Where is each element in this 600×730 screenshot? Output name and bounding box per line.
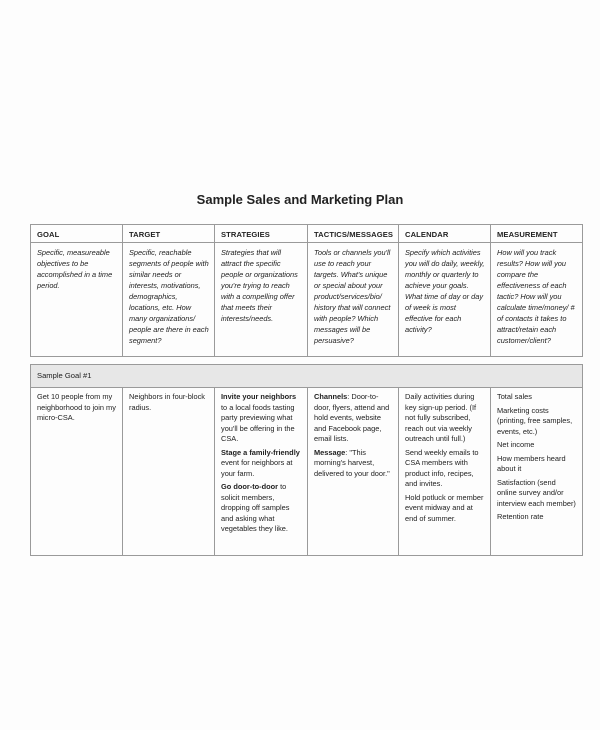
header-calendar: CALENDAR: [399, 225, 491, 243]
desc-tactics: Tools or channels you'll use to reach your targets. What's unique or special about your product/services/bio/ history that will connect with people? Which messages will be persuasive?: [308, 243, 399, 357]
desc-target: Specific, reachable segments of people with similar needs or interests, motivations, demographics, locations, etc. How many organizations/ people are there in each segment?: [123, 243, 215, 357]
strategies-cell: [215, 388, 308, 556]
strategy-item: Invite your neighbors to a local foods tasting party previewing what you'll be offering in the CSA.: [221, 392, 297, 443]
overview-table: [30, 224, 583, 357]
header-target: TARGET: [123, 225, 215, 243]
measurement-cell: [491, 388, 583, 556]
header-strategies: STRATEGIES: [215, 225, 308, 243]
tactic-item: Message: "This morning's harvest, delivered to your door.": [314, 447, 390, 478]
measurement-item: Marketing costs (printing, free samples, events, etc.): [497, 405, 573, 436]
header-tactics: TACTICS/MESSAGES: [308, 225, 399, 243]
tactic-item: Channels: Door-to-door, flyers, attend and hold events, website and Facebook page, email lists.: [314, 392, 390, 443]
measurement-item: Satisfaction (send online survey and/or interview each member): [497, 477, 576, 508]
description-row: [31, 243, 583, 357]
header-row: [31, 225, 583, 243]
calendar-item: Send weekly emails to CSA members with product info, recipes, and invites.: [405, 447, 479, 488]
strategy-item: Stage a family-friendly event for neighbors at your farm.: [221, 447, 300, 478]
desc-goal: Specific, measureable objectives to be accomplished in a time period.: [31, 243, 123, 357]
tactics-cell: [308, 388, 399, 556]
desc-measurement: How will you track results? How will you compare the effectiveness of each tactic? How will you calculate time/money/ # of contacts it takes to attract/retain each customer/client?: [491, 243, 583, 357]
strategy-item: Go door-to-door to solicit members, dropping off samples and asking what vegetables they like.: [221, 482, 290, 533]
calendar-item: Daily activities during key sign-up period. (If not fully subscribed, reach out via weekly outreach until full.): [405, 392, 477, 443]
header-goal: GOAL: [31, 225, 123, 243]
measurement-item: Net income: [497, 440, 535, 449]
desc-calendar: Specify which activities you will do daily, weekly, monthly or quarterly to achieve your goals. What time of day or day of week is most effective for each activity?: [399, 243, 491, 357]
calendar-item: Hold potluck or member event midway and at end of summer.: [405, 492, 484, 523]
goal-label: Sample Goal #1: [31, 365, 583, 388]
desc-strategies: Strategies that will attract the specific people or organizations you're trying to reach with a compelling offer that meets their interests/needs.: [215, 243, 308, 357]
measurement-item: How members heard about it: [497, 453, 566, 473]
target-cell: Neighbors in four-block radius.: [123, 388, 215, 556]
measurement-item: Retention rate: [497, 512, 544, 521]
goal-table: [30, 364, 583, 556]
goal-header-row: [31, 365, 583, 388]
goal-cell: Get 10 people from my neighborhood to join my micro-CSA.: [31, 388, 123, 556]
page-title: Sample Sales and Marketing Plan: [196, 192, 404, 207]
measurement-item: Total sales: [497, 392, 532, 401]
header-measurement: MEASUREMENT: [491, 225, 583, 243]
goal-body-row: [31, 388, 583, 556]
calendar-cell: [399, 388, 491, 556]
